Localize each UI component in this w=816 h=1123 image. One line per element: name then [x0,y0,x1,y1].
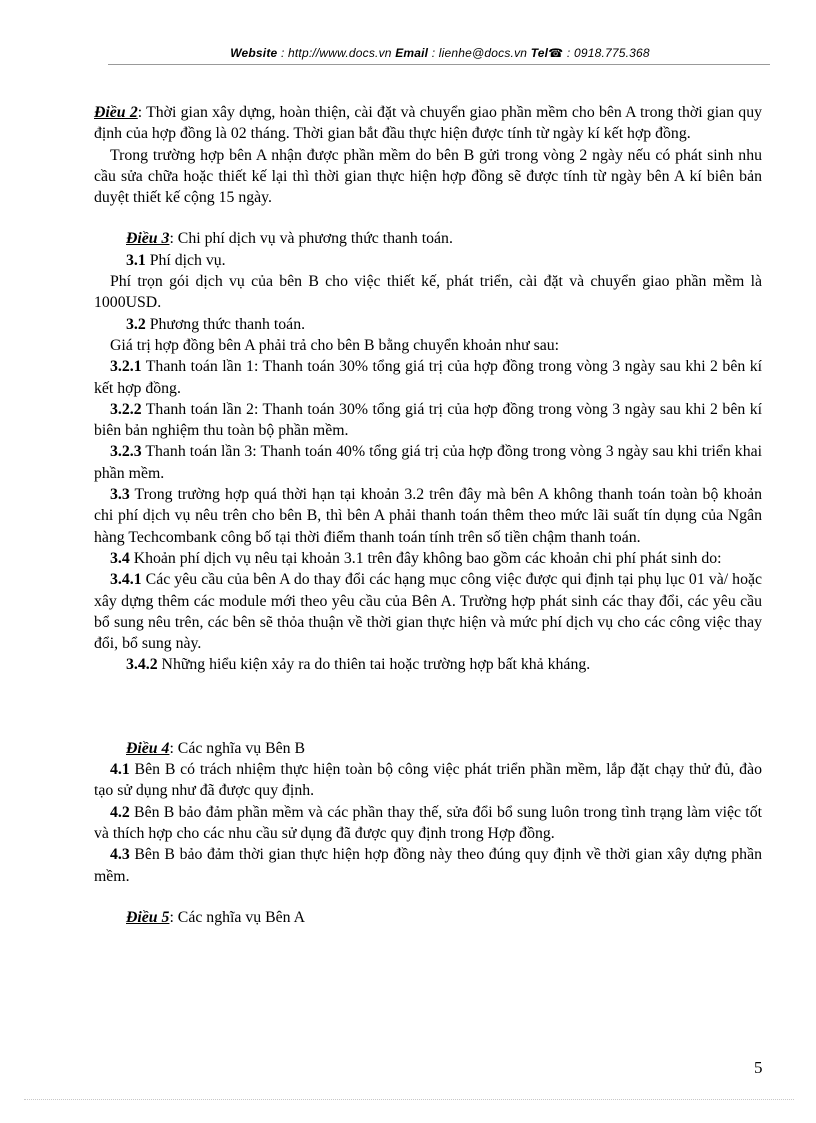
clause-3-4-1-number: 3.4.1 [110,571,142,589]
document-body [94,102,762,928]
tel-value: : 0918.775.368 [563,46,650,60]
clause-3-2 [94,314,762,335]
clause-3-1-text: Phí dịch vụ. [145,251,226,269]
clause-3-4-2-number: 3.4.2 [126,656,158,674]
clause-3-2-3-number: 3.2.3 [110,443,142,461]
spacer [110,887,762,907]
clause-3-1-number: 3.1 [126,251,146,269]
clause-3-4-text: Khoản phí dịch vụ nêu tại khoản 3.1 trên đây không bao gồm các khoản chi phí phát sinh do: [129,549,722,567]
article-5-title: Điều 5 [126,908,170,926]
article-3-title: Điều 3 [126,230,170,248]
clause-3-3 [94,484,762,548]
article-3-heading [94,228,762,249]
article-5-heading [94,907,762,928]
clause-4-3 [94,844,762,887]
clause-3-2-3-text: Thanh toán lần 3: Thanh toán 40% tổng giá trị của hợp đồng trong vòng 3 ngày sau khi triển khai phần mềm. [94,443,762,482]
article-2-paragraph [94,102,762,145]
article-2-title: Điều 2 [94,104,138,121]
clause-3-1-paragraph-text: Phí trọn gói dịch vụ của bên B cho việc thiết kế, phát triển, cài đặt và chuyển giao phần mềm là 1000USD. [94,273,762,312]
article-5-text: : Các nghĩa vụ Bên A [169,908,306,926]
clause-3-4-number: 3.4 [110,549,130,567]
clause-3-2-3 [94,441,762,484]
article-4-text: : Các nghĩa vụ Bên B [169,739,306,757]
email-value: : lienhe@docs.vn [428,46,531,60]
clause-3-2-2-text: Thanh toán lần 2: Thanh toán 30% tổng giá trị của hợp đồng trong vòng 3 ngày sau khi 2 bên kí biên bản nghiệm thu toàn bộ phần mềm. [94,400,762,440]
page-header [110,46,770,60]
clause-4-2-text: Bên B bảo đảm phần mềm và các phần thay thế, sửa đổi bổ sung luôn trong tình trạng làm việc tốt và thích hợp cho các nhu cầu sử dụng đã được quy định trong Hợp đồng. [94,803,762,842]
header-divider [108,64,770,65]
email-label: Email [395,46,429,60]
clause-3-2-2-number: 3.2.2 [110,400,142,418]
clause-3-2-1-text: Thanh toán lần 1: Thanh toán 30% tổng giá trị của hợp đồng trong vòng 3 ngày sau khi 2 bên kí kết hợp đồng. [94,358,762,397]
clause-3-2-1-number: 3.2.1 [110,358,142,376]
clause-3-1 [94,250,762,271]
tel-label: Tel [530,46,549,60]
article-2-text: : Thời gian xây dựng, hoàn thiện, cài đặt và chuyển giao phần mềm cho bên A trong thời gian quy định của hợp đồng là 02 tháng. Thời gian bắt đầu thực hiện được tính từ ngày kí kết hợp đồng. [94,104,762,143]
clause-3-2-paragraph-text: Giá trị hợp đồng bên A phải trả cho bên B bằng chuyển khoản như sau: [110,336,560,354]
website-label: Website [230,46,278,60]
clause-3-2-number: 3.2 [126,315,146,333]
clause-3-3-number: 3.3 [110,486,130,504]
clause-3-2-paragraph [94,335,762,356]
spacer [110,676,762,738]
spacer [110,208,762,228]
clause-3-4-1-text: Các yêu cầu của bên A do thay đổi các hạng mục công việc được qui định tại phụ lục 01 và/ hoặc xây dựng thêm các module mới theo yêu cầu của Bên A. Trường hợp phát sinh các thay đổi, các yêu cầu bổ sung nêu trên, các bên sẽ thỏa thuận về thời gian thực hiện và mức phí dịch vụ cho các công việc thay đổi, bổ sung này. [94,571,762,653]
phone-icon: ☎ [548,46,564,60]
clause-3-4-2 [94,654,762,675]
clause-3-2-1 [94,356,762,399]
article-4-heading [94,738,762,759]
website-value: : http://www.docs.vn [277,46,396,60]
clause-4-3-text: Bên B bảo đảm thời gian thực hiện hợp đồng này theo đúng quy định về thời gian xây dựng phần mềm. [94,846,762,885]
clause-3-4-2-text: Những hiểu kiện xảy ra do thiên tai hoặc trường hợp bất khả kháng. [157,656,591,674]
clause-3-4-1 [94,569,762,654]
clause-3-3-text: Trong trường hợp quá thời hạn tại khoản 3.2 trên đây mà bên A không thanh toán toàn bộ khoản chi phí dịch vụ nêu trên cho bên B, thì bên A phải thanh toán thêm theo mức lãi suất tín dụng của Ngân hàng Techcombank công bố tại thời điểm thanh toán tính trên số tiền chậm thanh toán. [94,486,762,546]
clause-4-1-text: Bên B có trách nhiệm thực hiện toàn bộ công việc phát triển phần mềm, lắp đặt chạy thử đủ, đào tạo sử dụng như đã được quy định. [94,761,762,800]
article-2-p2-text: Trong trường hợp bên A nhận được phần mềm do bên B gửi trong vòng 2 ngày nếu có phát sinh nhu cầu sửa chữa hoặc thiết kế lại thì thời gian thực hiện hợp đồng sẽ được tính từ ngày bên A kí biên bản duyệt thiết kế cộng 15 ngày. [94,146,762,207]
clause-4-1-number: 4.1 [110,761,130,779]
clause-3-4 [94,548,762,569]
clause-3-2-2 [94,399,762,442]
clause-4-2-number: 4.2 [110,803,130,821]
clause-4-3-number: 4.3 [110,846,130,864]
clause-3-2-text: Phương thức thanh toán. [145,315,306,333]
clause-4-2 [94,802,762,845]
clause-4-1 [94,759,762,802]
footer-divider [24,1099,794,1100]
clause-3-1-paragraph [94,271,762,314]
article-4-title: Điều 4 [126,739,170,757]
article-2-paragraph-2 [94,145,762,209]
page-number: 5 [754,1058,763,1077]
article-3-text: : Chi phí dịch vụ và phương thức thanh toán. [169,230,453,248]
